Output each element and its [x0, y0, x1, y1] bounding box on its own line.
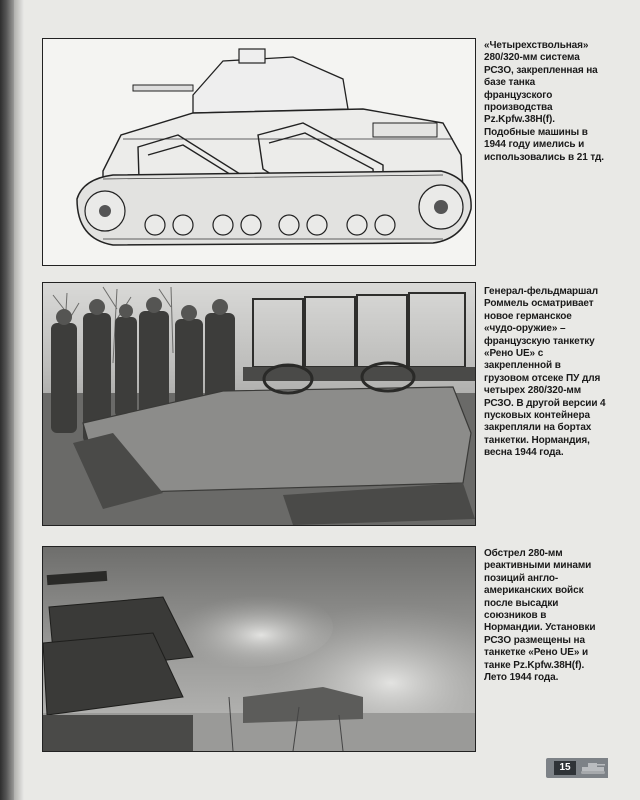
figure-tank-drawing [42, 38, 476, 266]
figure-rocket-launch-photo [42, 546, 476, 752]
caption-rommel-photo: Генерал-фельдмаршал Роммель осматривает новое германское «чудо-оружие» – французскую танкетку «Рено UE» с закрепленной в грузовом отсеке ПУ для четырех 280/320-мм РСЗО. В другой версии 4 пусковых контейнера закрепляли на бортах танкетки. Нормандия, весна 1944 года. [484, 286, 606, 459]
tank-silhouette-icon [580, 762, 606, 774]
tank-drawing-illustration [43, 39, 475, 265]
rommel-inspection-photo [43, 283, 475, 525]
rocket-launch-photo [43, 547, 475, 751]
page-number: 15 [554, 761, 576, 775]
caption-rocket-launch: Обстрел 280-мм реактивными минами позиций англо-американских войск после высадки союзников в Нормандии. Установки РСЗО размещены на танкетке «Рено UE» и танке Pz.Kpfw.38H(f). Лето 1944 года. [484, 548, 596, 684]
spine-gradient [14, 0, 24, 800]
caption-tank-drawing: «Четырехствольная» 280/320-мм система РСЗО, закрепленная на базе танка французского производства Pz.Kpfw.38H(f). Подобные машины в 1944 году имелись и использовались в 21 тд. [484, 40, 604, 163]
page-number-tab [546, 758, 608, 778]
figure-rommel-photo [42, 282, 476, 526]
book-spine-shadow [0, 0, 14, 800]
